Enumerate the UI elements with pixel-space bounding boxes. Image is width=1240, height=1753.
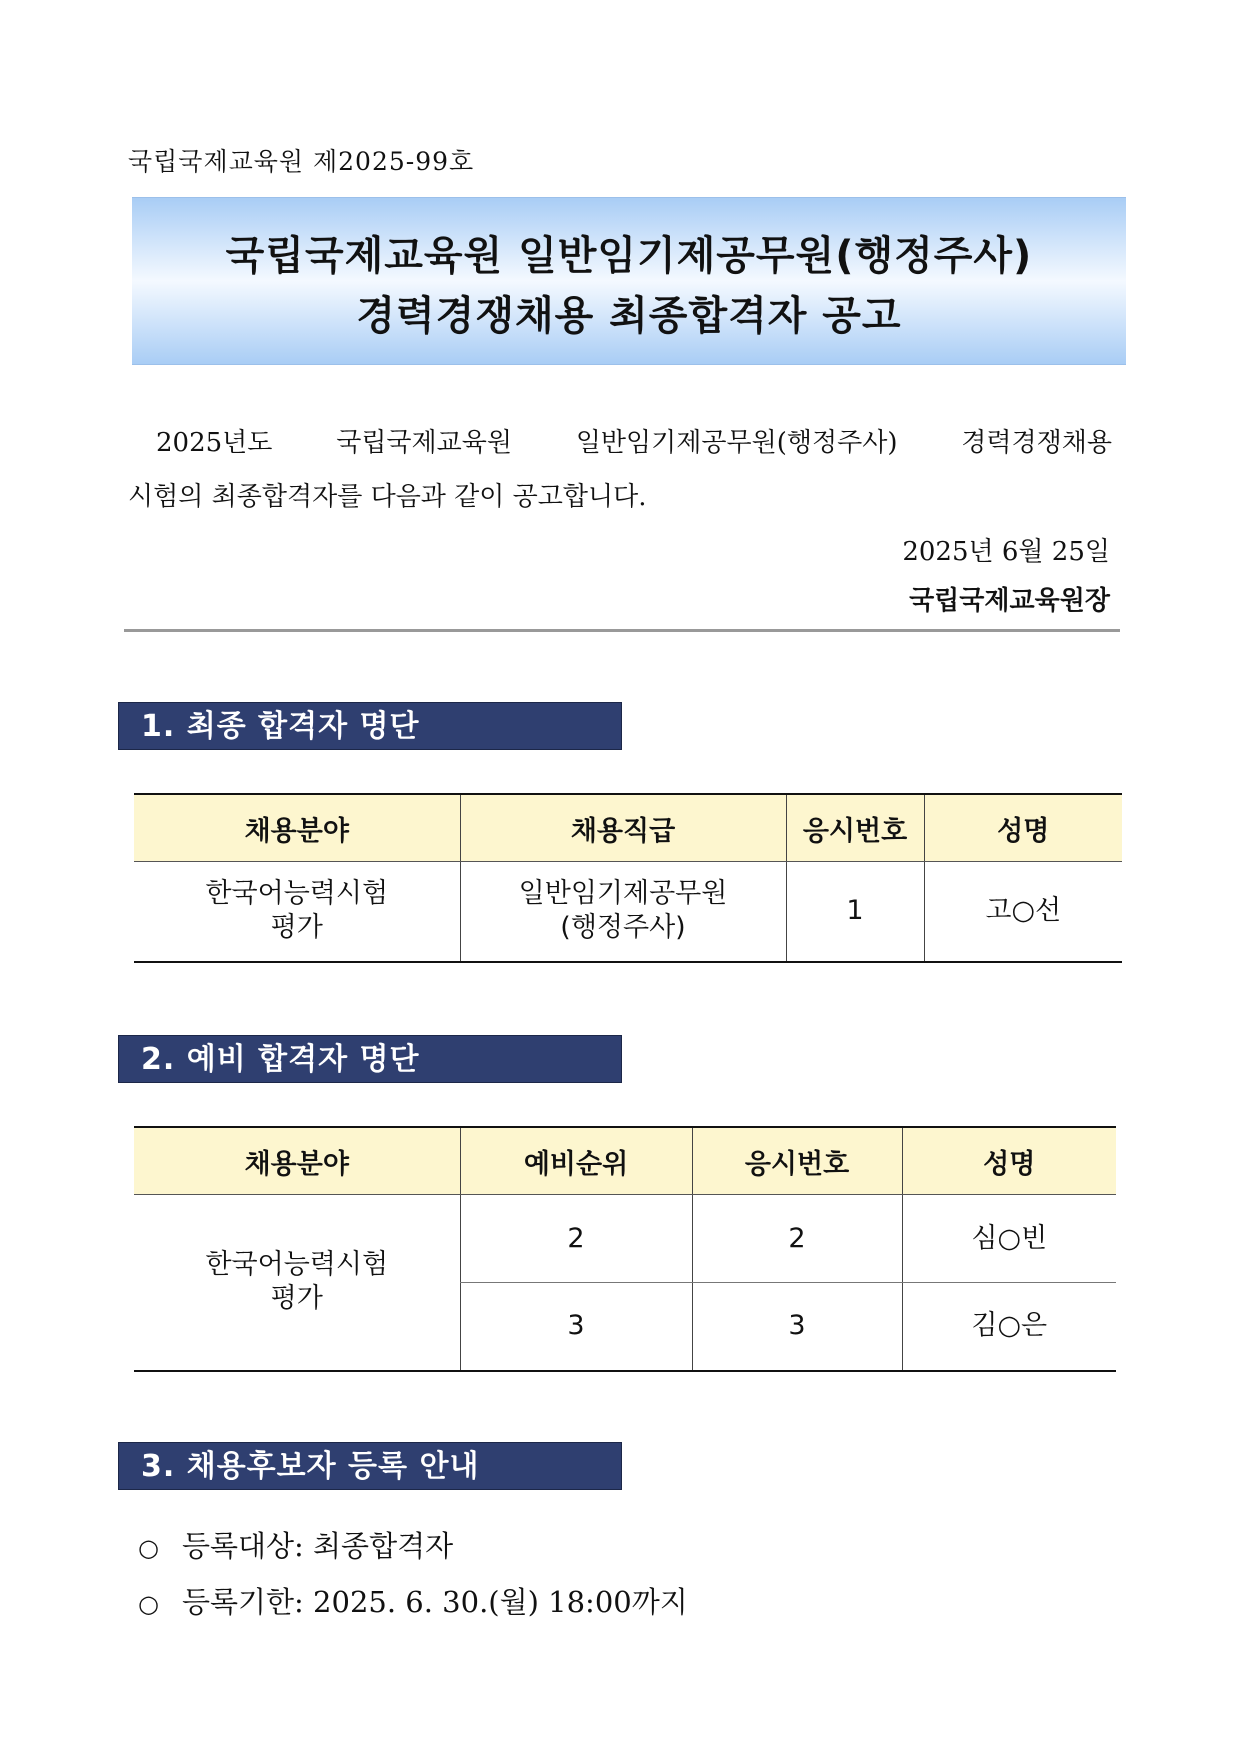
cell-name: 심○빈 [902,1195,1116,1283]
cell-name: 김○은 [902,1283,1116,1371]
header-name: 성명 [902,1127,1116,1195]
registration-target: 등록대상: 최종합격자 [182,1529,454,1563]
intro-text-line-1: 2025년도 국립국제교육원 일반임기제공무원(행정주사) 경력경쟁채용 [156,428,1112,458]
table-header-row [134,1127,1116,1195]
cell-field [134,1195,460,1371]
list-item [138,1524,453,1565]
circle-bullet-icon: ○ [138,1590,159,1618]
cell-rank: 3 [460,1283,692,1371]
cell-grade-line-1: 일반임기제공무원 [518,878,728,910]
section-2-heading: 2. 예비 합격자 명단 [118,1035,622,1083]
list-item [138,1580,688,1621]
cell-field-line-1: 한국어능력시험 [205,1249,389,1281]
final-passers-table [134,793,1122,963]
table-row [134,862,1122,962]
header-field: 채용분야 [134,794,460,862]
section-1-heading: 1. 최종 합격자 명단 [118,702,622,750]
cell-grade-line-2: (행정주사) [560,912,686,944]
signer: 국립국제교육원장 [909,586,1110,616]
cell-name: 고○선 [924,862,1122,962]
header-field: 채용분야 [134,1127,460,1195]
cell-grade [460,862,786,962]
table-row [134,1195,1116,1283]
header-grade: 채용직급 [460,794,786,862]
circle-bullet-icon: ○ [138,1534,159,1562]
title-banner [132,197,1126,365]
cell-number: 1 [786,862,924,962]
header-name: 성명 [924,794,1122,862]
title-line-2: 경력경쟁채용 최종합격자 공고 [356,293,902,339]
cell-field-line-1: 한국어능력시험 [205,878,389,910]
cell-field [134,862,460,962]
divider [124,629,1120,632]
document-number: 국립국제교육원 제2025-99호 [128,147,475,176]
header-rank: 예비순위 [460,1127,692,1195]
reserve-passers-table [134,1126,1116,1372]
header-number: 응시번호 [786,794,924,862]
cell-rank: 2 [460,1195,692,1283]
header-number: 응시번호 [692,1127,902,1195]
table-header-row [134,794,1122,862]
announcement-date: 2025년 6월 25일 [902,537,1110,567]
intro-text-line-2: 시험의 최종합격자를 다음과 같이 공고합니다. [128,482,647,512]
title-line-1: 국립국제교육원 일반임기제공무원(행정주사) [225,233,1033,279]
cell-field-line-2: 평가 [270,912,323,944]
section-3-heading: 3. 채용후보자 등록 안내 [118,1442,622,1490]
registration-deadline: 등록기한: 2025. 6. 30.(월) 18:00까지 [182,1585,688,1619]
cell-field-line-2: 평가 [270,1283,323,1315]
cell-number: 2 [692,1195,902,1283]
cell-number: 3 [692,1283,902,1371]
